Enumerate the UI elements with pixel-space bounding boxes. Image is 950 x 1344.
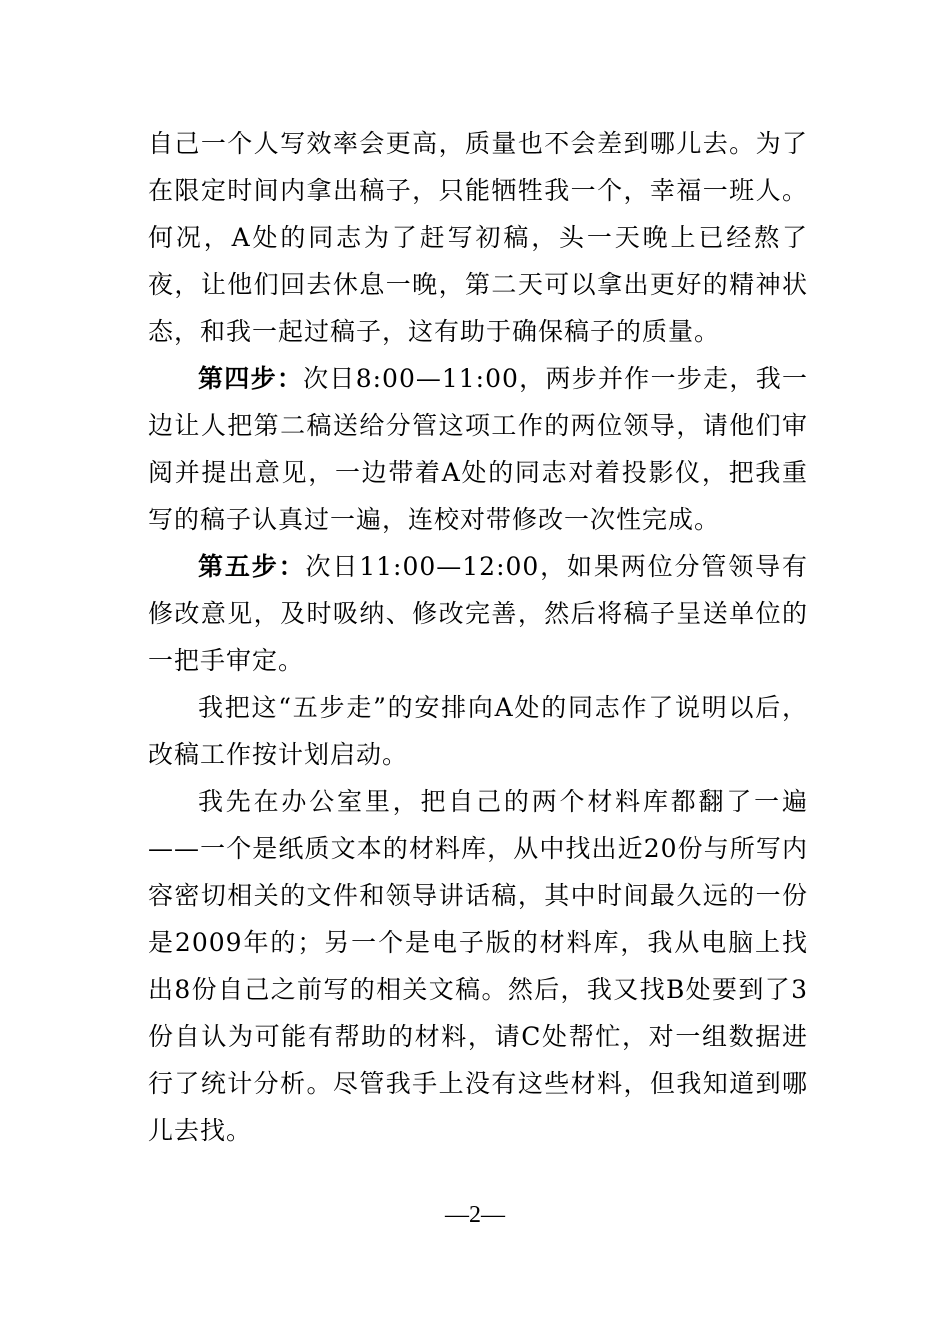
paragraph-plan-explained <box>148 684 808 778</box>
paragraph-text: 自己一个人写效率会更高，质量也不会差到哪儿去。为了在限定时间内拿出稿子，只能牺牲我一个，幸福一班人。何况，A处的同志为了赶写初稿，头一天晚上已经熬了夜，让他们回去休息一晚，第二天可以拿出更好的精神状态，和我一起过稿子，这有助于确保稿子的质量。 <box>148 129 808 346</box>
step-five-label: 第五步： <box>198 552 306 581</box>
paragraph-step-five <box>148 543 808 684</box>
paragraph-text: 次日11:00—12:00，如果两位分管领导有修改意见，及时吸纳、修改完善，然后将稿子呈送单位的一把手审定。 <box>148 552 808 675</box>
paragraph-material-library <box>148 778 808 1154</box>
paragraph-text: 我把这“五步走”的安排向A处的同志作了说明以后，改稿工作按计划启动。 <box>148 693 808 769</box>
page-number: —2— <box>445 1202 505 1228</box>
paragraph-text: 我先在办公室里，把自己的两个材料库都翻了一遍——一个是纸质文本的材料库，从中找出近20份与所写内容密切相关的文件和领导讲话稿，其中时间最久远的一份是2009年的；另一个是电子版的材料库，我从电脑上找出8份自己之前写的相关文稿。然后，我又找B处要到了3份自认为可能有帮助的材料，请C处帮忙，对一组数据进行了统计分析。尽管我手上没有这些材料，但我知道到哪儿去找。 <box>148 787 808 1145</box>
step-four-label: 第四步： <box>198 364 304 393</box>
body-text <box>148 120 808 1154</box>
paragraph-text: 次日8:00—11:00，两步并作一步走，我一边让人把第二稿送给分管这项工作的两位领导，请他们审阅并提出意见，一边带着A处的同志对着投影仪，把我重写的稿子认真过一遍，连校对带修改一次性完成。 <box>148 364 808 534</box>
paragraph-step-four <box>148 355 808 543</box>
paragraph-continuation <box>148 120 808 355</box>
